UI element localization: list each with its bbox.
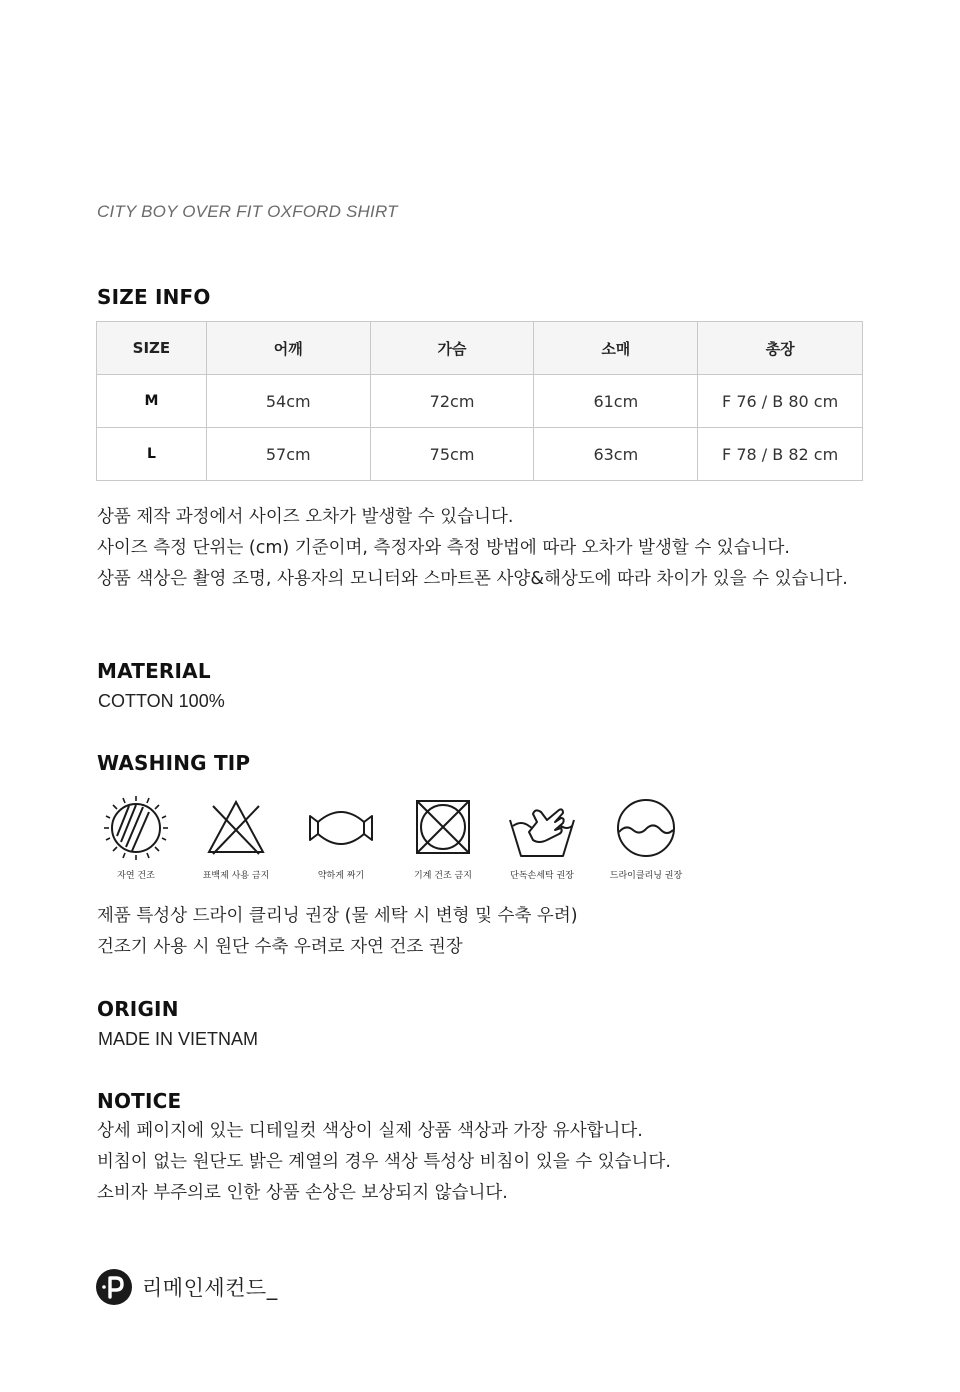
origin-title: ORIGIN [97, 997, 179, 1021]
header-shoulder: 어깨 [206, 322, 370, 375]
origin-value: MADE IN VIETNAM [98, 1029, 259, 1049]
table-cell: 57cm [206, 428, 370, 481]
table-cell: L [97, 428, 207, 481]
table-row [97, 375, 863, 428]
wash-label: 약하게 짜기 [317, 871, 365, 881]
wash-item [291, 796, 391, 881]
size-notes [97, 502, 848, 595]
table-cell: 54cm [206, 375, 370, 428]
header-sleeve: 소매 [534, 322, 698, 375]
size-table [96, 321, 863, 481]
size-note: 상품 색상은 촬영 조명, 사용자의 모니터와 스마트폰 사양&해상도에 따라 차이가 있을 수 있습니다. [97, 569, 848, 589]
hand-wash-icon [507, 796, 577, 860]
header-length: 총장 [698, 322, 863, 375]
washing-title: WASHING TIP [97, 751, 251, 775]
sun-dry-icon [101, 796, 171, 860]
header-size: SIZE [97, 322, 207, 375]
wash-item [596, 796, 696, 881]
notice-title: NOTICE [97, 1089, 182, 1113]
table-cell: F 76 / B 80 cm [698, 375, 863, 428]
wash-label: 표백제 사용 금지 [202, 871, 270, 881]
table-cell: F 78 / B 82 cm [698, 428, 863, 481]
material-value: COTTON 100% [98, 691, 225, 711]
header-chest: 가슴 [370, 322, 534, 375]
brand-mark-icon [96, 1269, 132, 1305]
size-note: 사이즈 측정 단위는 (cm) 기준이며, 측정자와 측정 방법에 따라 오차가 발생할 수 있습니다. [97, 538, 790, 558]
table-cell: 75cm [370, 428, 534, 481]
no-bleach-icon [201, 796, 271, 860]
material-title: MATERIAL [97, 659, 211, 683]
table-row [97, 428, 863, 481]
table-cell: 61cm [534, 375, 698, 428]
wash-label: 단독손세탁 권장 [510, 871, 574, 881]
table-header-row [97, 322, 863, 375]
wash-label: 자연 건조 [117, 871, 155, 881]
notice-lines [97, 1116, 671, 1209]
wash-item [393, 796, 493, 881]
washing-notes [97, 901, 578, 963]
size-info-title: SIZE INFO [97, 285, 211, 309]
brand-name: 리메인세컨드_ [142, 1276, 278, 1300]
size-note: 상품 제작 과정에서 사이즈 오차가 발생할 수 있습니다. [97, 507, 514, 527]
notice-line: 비침이 없는 원단도 밝은 계열의 경우 색상 특성상 비침이 있을 수 있습니다. [97, 1152, 671, 1172]
wash-item [492, 796, 592, 881]
notice-line: 상세 페이지에 있는 디테일컷 색상이 실제 상품 색상과 가장 유사합니다. [97, 1121, 643, 1141]
notice-line: 소비자 부주의로 인한 상품 손상은 보상되지 않습니다. [97, 1183, 508, 1203]
table-cell: M [97, 375, 207, 428]
wash-item [86, 796, 186, 881]
brand-logo [96, 1269, 278, 1305]
product-name: CITY BOY OVER FIT OXFORD SHIRT [97, 202, 398, 221]
table-cell: 72cm [370, 375, 534, 428]
wash-item [186, 796, 286, 881]
table-cell: 63cm [534, 428, 698, 481]
wash-label: 드라이클리닝 권장 [609, 871, 683, 881]
washing-icons [98, 796, 698, 886]
gentle-wring-icon [306, 796, 376, 860]
wash-label: 기계 건조 금지 [414, 871, 472, 881]
dry-clean-icon [611, 796, 681, 860]
washing-note: 건조기 사용 시 원단 수축 우려로 자연 건조 권장 [97, 937, 463, 957]
washing-note: 제품 특성상 드라이 클리닝 권장 (물 세탁 시 변형 및 수축 우려) [97, 906, 578, 926]
no-tumble-dry-icon [408, 796, 478, 860]
